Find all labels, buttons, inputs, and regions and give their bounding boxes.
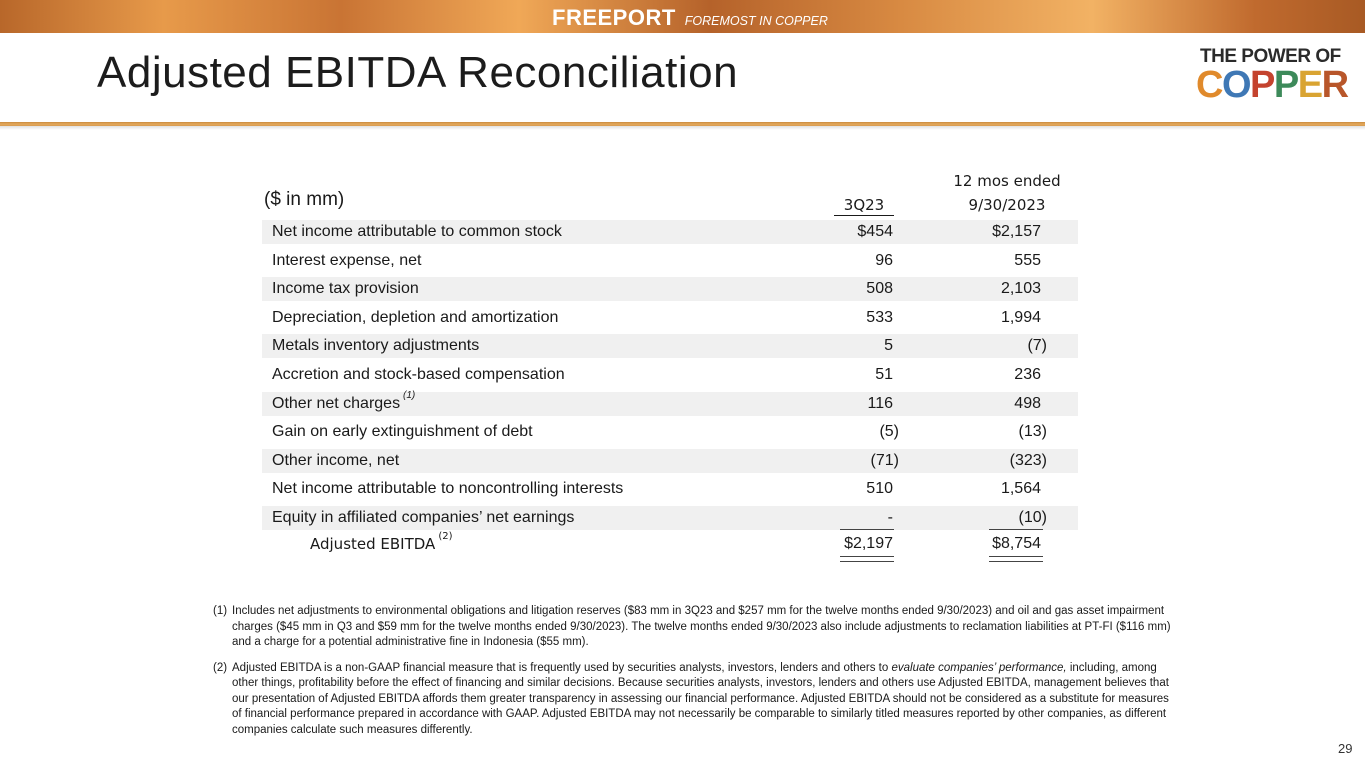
total-double-rule-col1 (840, 556, 894, 562)
total-label-text: Adjusted EBITDA (310, 535, 436, 553)
row-label: Net income attributable to noncontrolling interests (272, 480, 624, 498)
row-value-3q23: - (887, 509, 893, 526)
table-row (262, 306, 1078, 330)
table-row (262, 334, 1078, 358)
table-row (262, 420, 1078, 444)
footnote-2 (213, 661, 1173, 739)
footnotes (213, 604, 1173, 748)
top-banner (0, 0, 1365, 33)
row-label: Gain on early extinguishment of debt (272, 423, 533, 441)
table-row (262, 477, 1078, 501)
total-value-3q23: $2,197 (844, 535, 893, 552)
row-note: (1) (403, 389, 416, 401)
row-value-3q23: 51 (875, 366, 893, 383)
row-value-12mo: 498 (1014, 394, 1041, 412)
logo-letter: R (1321, 64, 1348, 106)
row-label: Net income attributable to common stock (272, 223, 562, 240)
logo-letter: P (1273, 64, 1298, 106)
column-header-12mo-line2: 9/30/2023 (968, 196, 1046, 214)
row-value-3q23: 96 (875, 251, 893, 269)
logo-bottom-text (1196, 64, 1348, 106)
row-label: Depreciation, depletion and amortization (272, 308, 559, 326)
row-value-12mo: 1,994 (1000, 308, 1041, 326)
header-divider-shadow (0, 126, 1365, 130)
table-row (262, 277, 1078, 301)
footnote-mark: (2) (213, 661, 228, 674)
logo-letter: P (1250, 64, 1274, 106)
footnote-text: Includes net adjustments to environmental obligations and litigation reserves ($83 mm in 3Q23 and $257 mm for the twelve months ended 9/30/2023) and oil and gas asset impairment charges ($45 mm in Q3 and $59 mm for the twelve months ended 9/30/2023). The twelve months ended 9/30/2023 also include adjustments to reclamation liabilities at PT-FI ($116 mm) and a charge for a potential administrative fine in Indonesia ($55 mm). (232, 605, 1171, 648)
row-value-12mo: 1,564 (1000, 480, 1041, 498)
row-value-3q23: (71) (870, 451, 899, 469)
logo-letter: E (1297, 64, 1322, 106)
page-number: 29 (1338, 741, 1353, 756)
page-title: Adjusted EBITDA Reconciliation (97, 48, 739, 97)
row-value-12mo: (10) (1018, 509, 1047, 526)
logo-letter: C (1196, 64, 1222, 106)
row-value-3q23: 533 (866, 308, 893, 326)
row-label: Equity in affiliated companies’ net earnings (272, 509, 575, 526)
total-note: (2) (438, 531, 453, 542)
table-row (262, 506, 1078, 530)
footnote-text-emphasis: evaluate companies’ performance, (891, 661, 1067, 674)
footnote-mark: (1) (213, 605, 228, 617)
table-row (262, 249, 1078, 273)
row-value-12mo: 2,103 (1000, 280, 1041, 298)
row-label: Other net charges (272, 394, 401, 412)
row-value-12mo: (323) (1009, 451, 1047, 469)
brand-tagline: FOREMOST IN COPPER (684, 14, 828, 28)
row-value-3q23: 5 (884, 337, 893, 355)
row-label: Income tax provision (272, 280, 419, 298)
table-row (262, 449, 1078, 473)
brand-name: FREEPORT (552, 5, 676, 30)
table-row (262, 220, 1078, 244)
row-label: Accretion and stock-based compensation (272, 366, 565, 383)
row-label: Interest expense, net (272, 251, 422, 269)
logo-letter: O (1221, 64, 1251, 106)
reconciliation-table (262, 165, 1078, 565)
footnote-1 (213, 604, 1173, 651)
row-value-12mo: $2,157 (992, 223, 1041, 240)
brand-logo (552, 5, 828, 29)
row-label: Other income, net (272, 451, 400, 469)
row-value-3q23: 116 (867, 394, 893, 412)
subtotal-rule-col1 (840, 529, 894, 530)
row-label: Metals inventory adjustments (272, 337, 480, 355)
row-value-12mo: (7) (1027, 337, 1047, 355)
row-value-3q23: 510 (866, 480, 893, 498)
column-header-12mo-line1: 12 mos ended (953, 172, 1061, 190)
row-value-3q23: $454 (857, 223, 893, 240)
column-header-3q23: 3Q23 (834, 196, 894, 216)
row-value-12mo: 236 (1014, 366, 1041, 383)
table-row (262, 389, 1078, 416)
logo-top-text: THE POWER OF (1200, 46, 1341, 67)
total-value-12mo: $8,754 (992, 535, 1041, 552)
row-value-12mo: (13) (1018, 423, 1047, 441)
row-value-3q23: 508 (866, 280, 893, 298)
unit-label: ($ in mm) (264, 189, 345, 210)
subtotal-rule-col2 (989, 529, 1043, 530)
row-value-12mo: 555 (1014, 251, 1041, 269)
table-row (262, 363, 1078, 387)
row-value-3q23: (5) (879, 423, 899, 441)
footnote-text-b: including, among other things, profitability before the effect of financing and similar decisions. Because securities analysts, investors, lenders and others use Adjusted EBITDA, management believes that our presentation of Adjusted EBITDA affords them greater transparency in assessing our financial performance. Adjusted EBITDA should not be considered as a substitute for measures of financial performance prepared in accordance with GAAP. Adjusted EBITDA may not necessarily be comparable to similarly titled measures reported by other companies, as different companies calculate such measures differently. (232, 661, 1169, 736)
total-label (310, 531, 453, 553)
power-of-copper-logo (1196, 46, 1352, 106)
total-double-rule-col2 (989, 556, 1043, 562)
footnote-text-a: Adjusted EBITDA is a non-GAAP financial measure that is frequently used by securities analysts, investors, lenders and others to (232, 661, 892, 674)
